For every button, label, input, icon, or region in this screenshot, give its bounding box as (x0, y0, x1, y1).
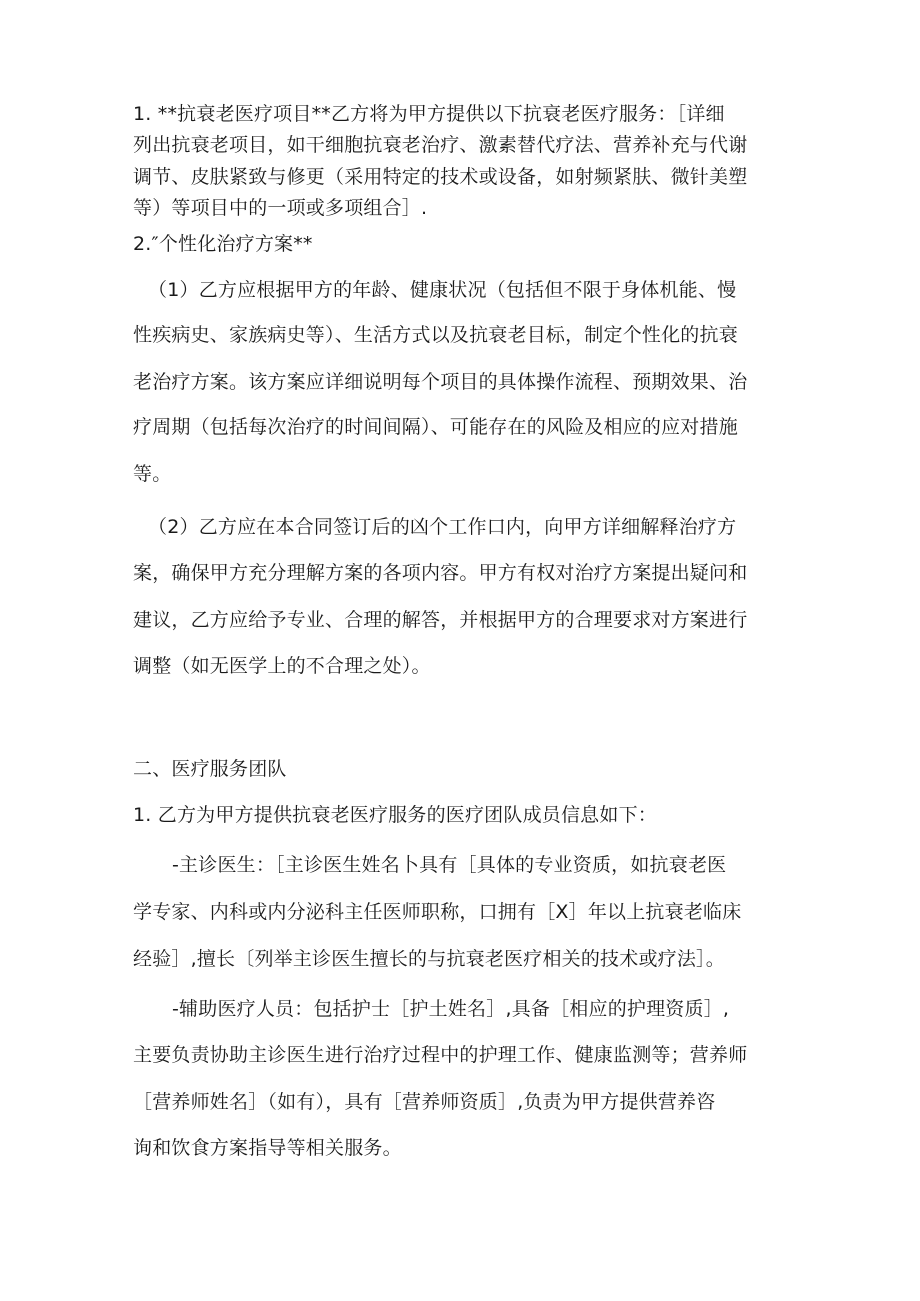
item2-p1-line-4: 疗周期（包括每次治疗的时间间隔）、可能存在的风险及相应的应对措施 (133, 416, 738, 438)
item2-p1-line-1: （1）乙方应根据甲方的年龄、健康状况（包括但不限于身体机能、慢 (148, 279, 737, 301)
item2-p2-line-3: 建议，乙方应给予专业、合理的解答，并根据甲方的合理要求对方案进行 (133, 609, 748, 631)
section2-item1: 1. 乙方为甲方提供抗衰老医疗服务的医疗团队成员信息如下： (133, 804, 657, 826)
item1-line-1: 1. **抗衰老医疗项目**乙方将为甲方提供以下抗衰老医疗服务：［详细 (133, 103, 725, 125)
assistants-line-2: 主要负责协助主诊医生进行治疗过程中的护理工作、健康监测等；营养师 (133, 1044, 748, 1066)
section2-heading: 二、医疗服务团队 (133, 758, 287, 780)
doctor-line-2: 学专家、内科或内分泌科主任医师职称，口拥有［X］年以上抗衰老临床 (133, 901, 742, 923)
item2-p1-line-2: 性疾病史、家族病史等）、生活方式以及抗衰老目标，制定个性化的抗衰 (133, 324, 738, 346)
item2-p1-line-3: 老治疗方案。该方案应详细说明每个项目的具体操作流程、预期效果、治 (133, 371, 748, 393)
item2-heading: 2.″个性化治疗方案** (133, 233, 313, 255)
item2-p1-line-5: 等。 (133, 463, 172, 485)
doctor-line-3: 经验］,擅长〔列举主诊医生擅长的与抗衰老医疗相关的技术或疗法］。 (133, 948, 725, 970)
item1-line-2: 列出抗衰老项目，如干细胞抗衰老治疗、激素替代疗法、营养补充与代谢 (133, 134, 748, 156)
item2-p2-line-2: 案，确保甲方充分理解方案的各项内容。甲方有权对治疗方案提出疑问和 (133, 562, 748, 584)
assistants-line-1: -辅助医疗人员：包括护士［护土姓名］,具备［相应的护理资质］, (172, 998, 730, 1020)
item2-p2-line-4: 调整（如无医学上的不合理之处）。 (133, 655, 431, 677)
item1-line-4: 等）等项目中的一项或多项组合］. (133, 197, 428, 219)
item1-line-3: 调节、皮肤紧致与修更（采用特定的技术或设备，如射频紧肤、微针美塑 (133, 166, 748, 188)
doctor-line-1: -主诊医生：［主诊医生姓名卜具有［具体的专业资质，如抗衰老医 (172, 854, 727, 876)
assistants-line-3: ［营养师姓名］（如有），具有［营养师资质］,负责为甲方提供营养咨 (133, 1091, 716, 1113)
item2-p2-line-1: （2）乙方应在本合同签订后的凶个工作口内，向甲方详细解释治疗方 (148, 516, 737, 538)
assistants-line-4: 询和饮食方案指导等相关服务。 (133, 1137, 402, 1159)
